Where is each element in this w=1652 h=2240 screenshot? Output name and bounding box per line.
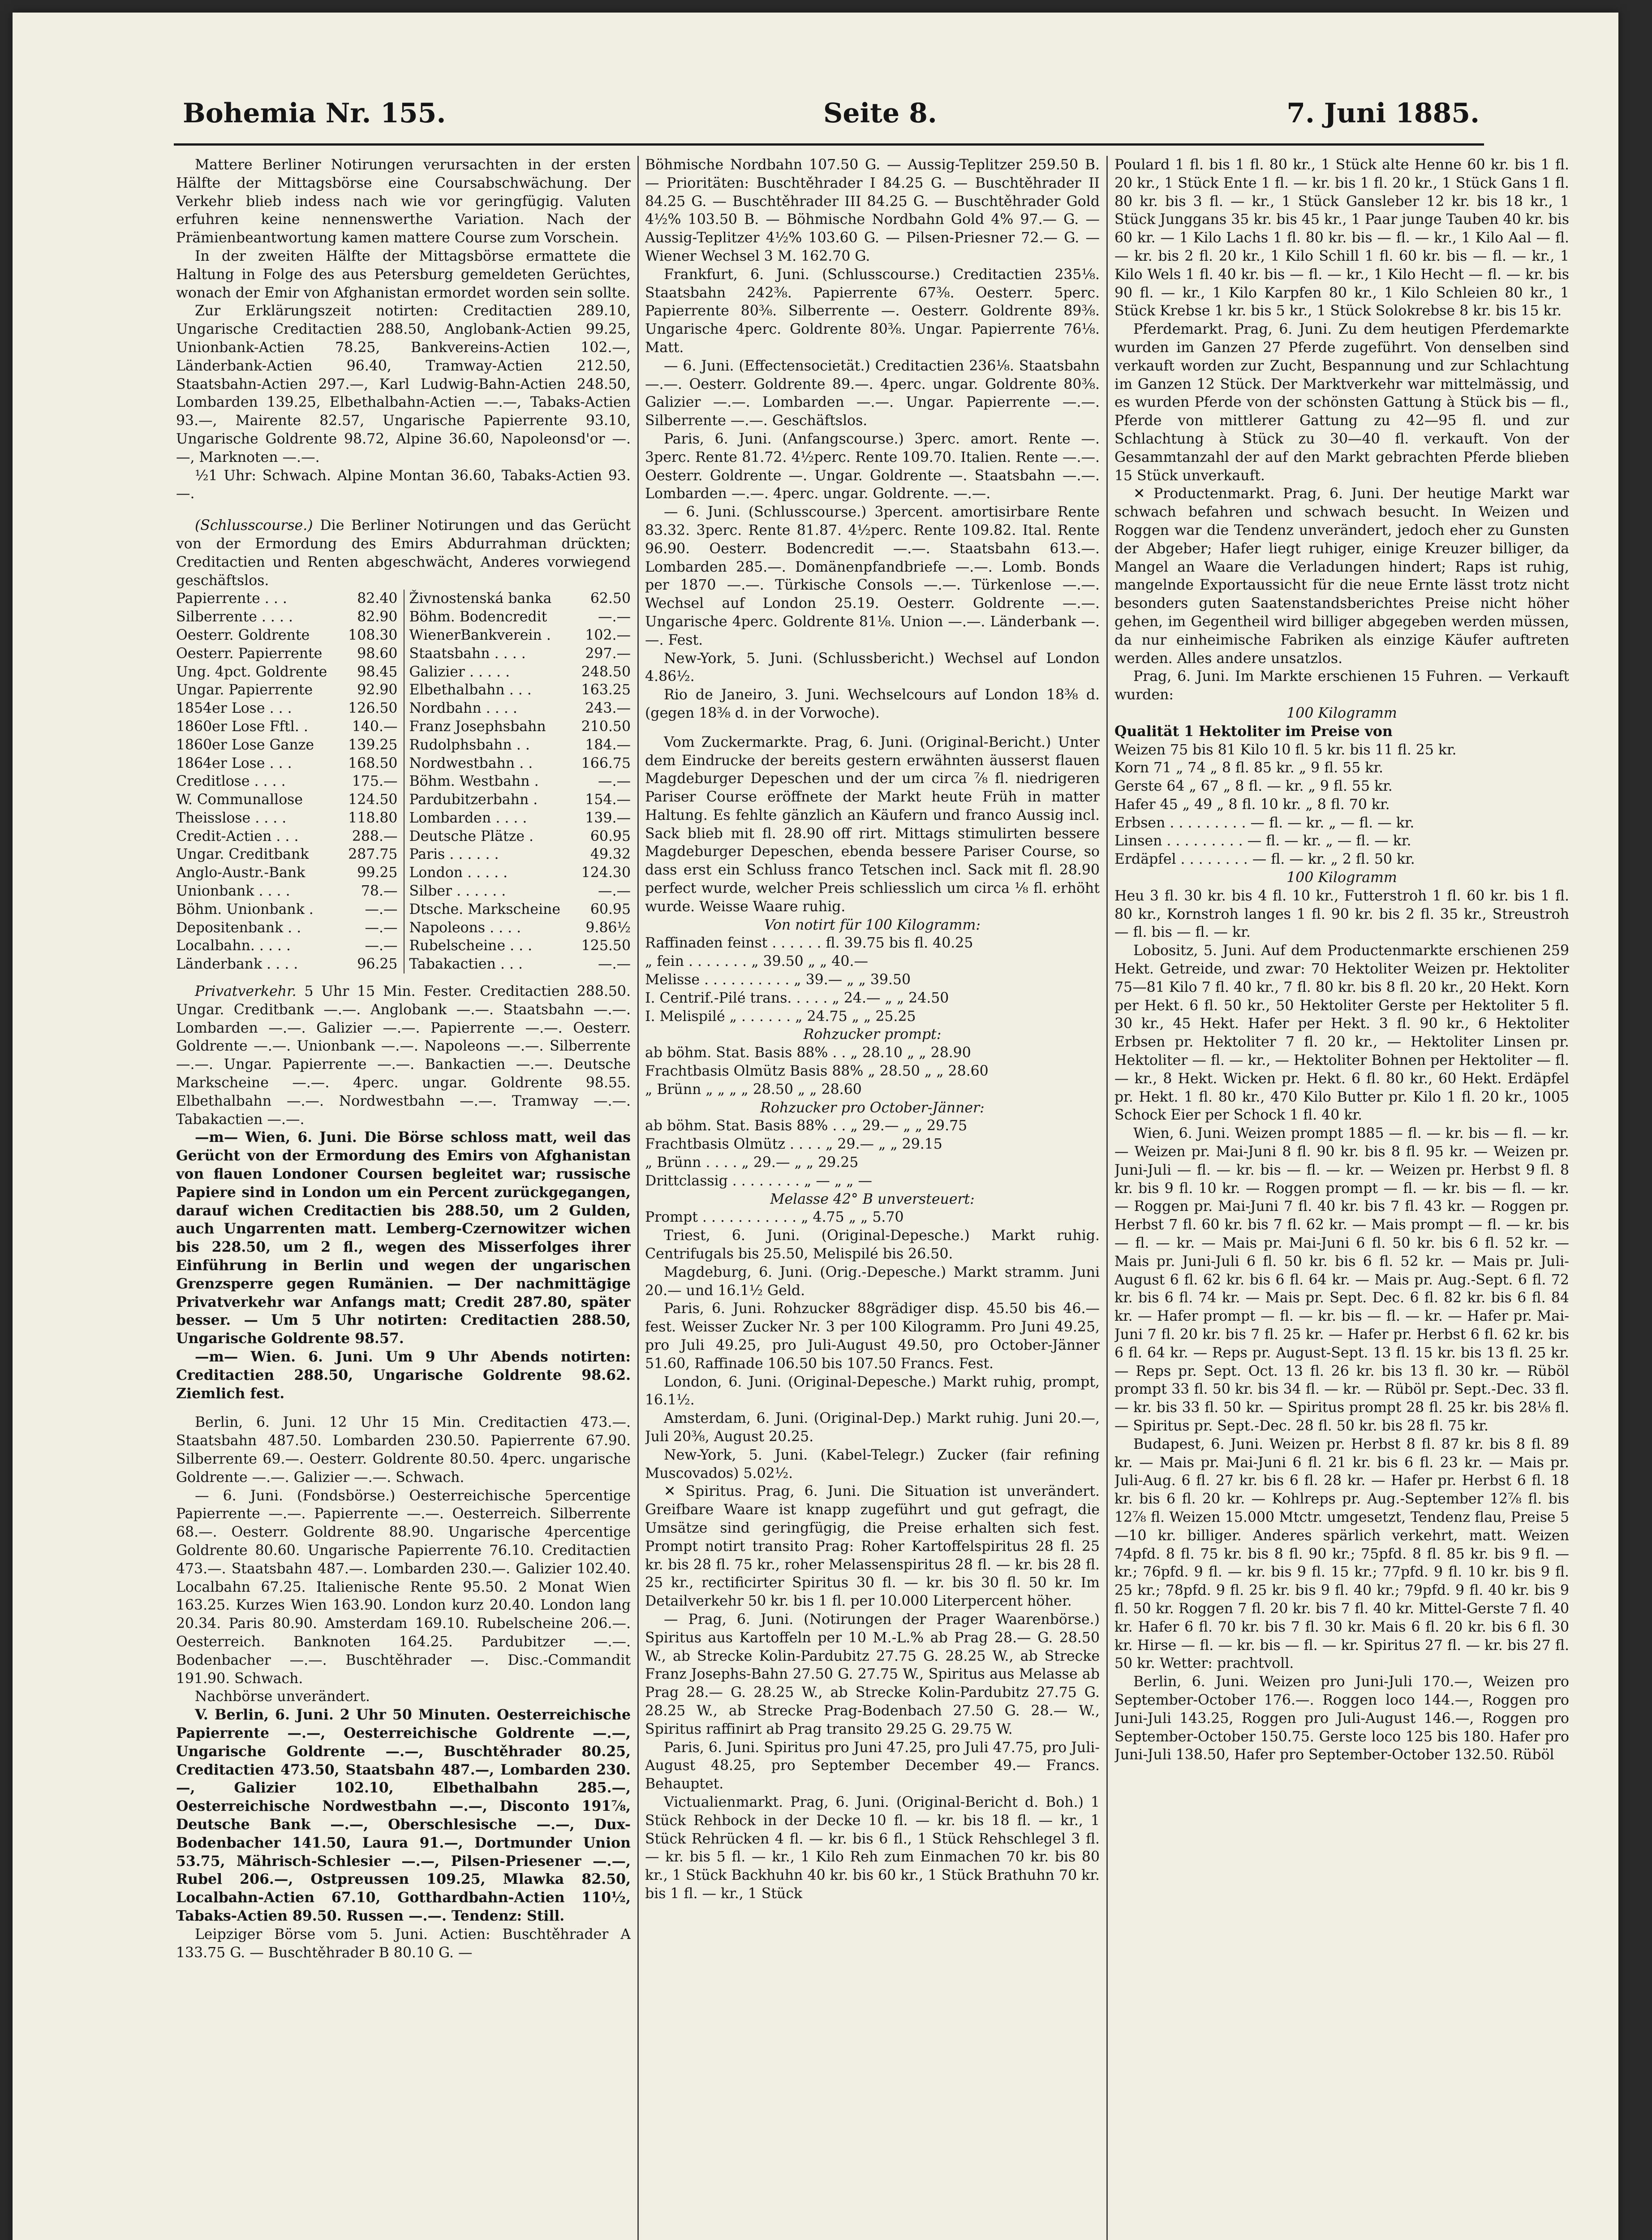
sugar-table-heading: Von notirt für 100 Kilogramm:: [764, 917, 981, 933]
rate-name: Nordbahn . . . .: [409, 700, 517, 717]
rate-row: [176, 645, 631, 663]
rate-name: Credit-Actien . . .: [176, 828, 299, 844]
rate-value: 98.45: [343, 663, 404, 681]
rate-name: Pardubitzerbahn .: [409, 792, 538, 808]
article-paragraph: New-York, 5. Juni. (Kabel-Telegr.) Zucker (fair refining Muscovados) 5.02½.: [645, 1447, 1100, 1482]
rate-row: [176, 809, 631, 827]
price-line: Frachtbasis Olmütz Basis 88% „ 28.50 „ „ 28.60: [645, 1063, 989, 1080]
price-line: ab böhm. Stat. Basis 88% . . „ 28.10 „ „ 28.90: [645, 1045, 971, 1061]
rate-row: [176, 699, 631, 718]
price-line: „ Brünn „ „ „ „ 28.50 „ „ 28.60: [645, 1081, 862, 1098]
article-paragraph: Lobositz, 5. Juni. Auf dem Productenmarkte erschienen 259 Hekt. Getreide, und zwar: 70 Hektoliter Weizen pr. Hektoliter 75—81 Kilo 7 fl. 40 kr., 7 fl. 80 kr. bis 8 fl. 20 kr., 20 Hekt. Korn per Hekt. 6 fl. 50 kr., 50 Hektoliter Gerste per Hektoliter 5 fl. 30 kr., 45 Hekt. Hafer per Hekt. 3 fl. 90 kr., 6 Hektoliter Erbsen pr. Hektoliter 7 fl. 20 kr., — Hektoliter Linsen pr. Hektoliter — fl. — kr., — Hektoliter Bohnen per Hektoliter — fl. — kr., 8 Hekt. Wicken pr. Hekt. 6 fl. 80 kr., 60 Hekt. Erdäpfel pr. Hekt. 1 fl. 80 kr., 470 Kilo Butter pr. Kilo 1 fl. 20 kr., 1005 Schock Eier per Schock 1 fl. 40 kr.: [1114, 943, 1569, 1124]
header-rule: [174, 143, 1484, 146]
rate-name: Dtsche. Markscheine: [409, 901, 561, 918]
price-line: „ Brünn . . . . „ 29.— „ „ 29.25: [645, 1154, 859, 1171]
rate-row: [176, 845, 631, 864]
price-line: ab böhm. Stat. Basis 88% . . „ 29.— „ „ 29.75: [645, 1118, 968, 1134]
rate-value: 248.50: [581, 663, 631, 680]
column-divider: [637, 156, 639, 2240]
price-line: Gerste 64 „ 67 „ 8 fl. — kr. „ 9 fl. 55 kr.: [1114, 778, 1393, 795]
rate-value: 124.30: [581, 865, 631, 881]
price-line: Raffinaden feinst . . . . . . fl. 39.75 bis fl. 40.25: [645, 935, 973, 952]
rate-value: 99.25: [343, 864, 404, 882]
rate-name: Böhm. Unionbank .: [176, 901, 314, 918]
price-line: Hafer 45 „ 49 „ 8 fl. 10 kr. „ 8 fl. 70 kr.: [1114, 796, 1390, 813]
rate-name: Papierrente . . .: [176, 590, 287, 607]
article-paragraph: Budapest, 6. Juni. Weizen pr. Herbst 8 fl. 87 kr. bis 8 fl. 89 kr. — Mais pr. Mai-Juni 6 fl. 21 kr. bis 6 fl. 23 kr. — Mais pr. Juli-Aug. 6 fl. 27 kr. bis 6 fl. 28 kr. — Hafer pr. Herbst 6 fl. 18 kr. bis 6 fl. 20 kr. — Kohlreps pr. Aug.-September 12⅞ fl. bis 12⅞ fl. Weizen 15.000 Mtctr. umgesetzt, Tendenz flau, Preise 5—10 kr. billiger. Anderes spärlich verkehrt, matt. Weizen 74pfd. 8 fl. 75 kr. bis 8 fl. 90 kr.; 75pfd. 8 fl. 85 kr. bis 9 fl. — kr.; 76pfd. 9 fl. — kr. bis 9 fl. 15 kr.; 77pfd. 9 fl. 10 kr. bis 9 fl. 25 kr.; 78pfd. 9 fl. 25 kr. bis 9 fl. 40 kr.; 79pfd. 9 fl. 40 kr. bis 9 fl. 50 kr. Roggen 7 fl. 20 kr. bis 7 fl. 40 kr. Mittel-Gerste 7 fl. 40 kr. Hafer 6 fl. 70 kr. bis 7 fl. 30 kr. Mais 6 fl. 20 kr. bis 6 fl. 30 kr. Hirse — fl. — kr. bis — fl. — kr. Spiritus 27 fl. — kr. bis 27 fl. 50 kr. Wetter: prachtvoll.: [1114, 1436, 1569, 1672]
article-paragraph: — 6. Juni. (Fondsbörse.) Oesterreichische 5percentige Papierrente —.—. Papierrente —.—. Oesterreich. Silberrente 68.—. Oesterr. Goldrente 88.90. Ungarische 4percentige Goldrente 80.60. Ungarische Papierrente 76.10. Creditactien 473.—. Staatsbahn 487.—. Lombarden 230.—. Galizier 102.40. Localbahn 67.25. Italienische Rente 95.50. 2 Monat Wien 163.25. Kurzes Wien 163.90. London kurz 20.40. London lang 20.34. Paris 80.90. Amsterdam 169.10. Rubelscheine 206.—. Oesterreich. Banknoten 164.25. Pardubitzer —.—. Bodenbacher —.—. Buschtěhrader —. Disc.-Commandit 191.90. Schwach.: [176, 1487, 631, 1687]
price-line: I. Centrif.-Pilé trans. . . . . „ 24.— „ „ 24.50: [645, 990, 949, 1006]
rate-value: —.—: [343, 919, 404, 937]
paragraph-text: 5 Uhr 15 Min. Fester. Creditactien 288.50. Ungar. Creditbank —.—. Anglobank —.—. Staatsbahn —.—. Lombarden —.—. Galizier —.—. Papierrente —.—. Oesterr. Goldrente —.—. Unionbank —.—. Napoleons —.—. Silberrente —.—. Ungar. Papierrente —.—. Bankactien —.—. Deutsche Markscheine —.—. 4perc. ungar. Goldrente 98.55. Elbethalbahn —.—. Nordwestbahn —.—. Tramway —.—. Tabakactien —.—.: [176, 983, 631, 1128]
rate-row: [176, 955, 631, 974]
price-line: Frachtbasis Olmütz . . . . „ 29.— „ „ 29.15: [645, 1136, 942, 1153]
rate-value: 140.—: [343, 718, 404, 736]
rate-value: 9.86½: [585, 919, 631, 936]
rate-value: 78.—: [343, 882, 404, 900]
rate-name: 1860er Lose Ganze: [176, 737, 314, 753]
article-paragraph: Nachbörse unverändert.: [195, 1689, 370, 1705]
rate-value: 82.40: [343, 590, 404, 608]
price-line: Linsen . . . . . . . . . — fl. — kr. „ — fl. — kr.: [1114, 833, 1411, 849]
rate-name: Rubelscheine . . .: [409, 938, 533, 954]
rate-value: 49.32: [590, 846, 631, 863]
rate-value: 154.—: [585, 792, 631, 808]
price-line: Erdäpfel . . . . . . . . — fl. — kr. „ 2 fl. 50 kr.: [1114, 851, 1415, 868]
rate-name: Nordwestbahn . .: [409, 755, 533, 771]
section-label: Privatverkehr.: [195, 983, 297, 1000]
rate-value: 126.50: [343, 699, 404, 718]
issue-label: Bohemia Nr. 155.: [183, 98, 446, 129]
rate-value: 287.75: [343, 845, 404, 864]
rate-name: W. Communallose: [176, 792, 303, 808]
rate-value: 92.90: [343, 681, 404, 699]
article-paragraph: Triest, 6. Juni. (Original-Depesche.) Markt ruhig. Centrifugals bis 25.50, Melispilé bis 26.50.: [645, 1228, 1100, 1262]
rate-name: Paris . . . . . .: [409, 846, 499, 863]
rate-row: [176, 827, 631, 846]
rate-row: [176, 608, 631, 626]
rate-row: [176, 663, 631, 681]
price-line: Erbsen . . . . . . . . . — fl. — kr. „ — fl. — kr.: [1114, 814, 1415, 831]
rate-name: Creditlose . . . .: [176, 773, 286, 790]
price-line: Melisse . . . . . . . . . . „ 39.— „ „ 39.50: [645, 972, 911, 988]
article-paragraph: — Prag, 6. Juni. (Notirungen der Prager Waarenbörse.) Spiritus aus Kartoffeln per 10 M.-L.% ab Prag 28.— G. 28.50 W., ab Strecke Kolin-Pardubitz 27.75 G. 28.25 W., ab Strecke Franz Josephs-Bahn 27.50 G. 27.75 W., Spiritus aus Melasse ab Prag 28.— G. 28.25 W., ab Strecke Kolin-Pardubitz 27.75 G. 28.25 W., ab Strecke Prag-Bodenbach 27.50 G. 28.— W., Spiritus raffinirt ab Prag transito 29.25 G. 29.75 W.: [645, 1611, 1100, 1737]
rate-name: Oesterr. Goldrente: [176, 627, 310, 643]
article-paragraph: —m— Wien. 6. Juni. Um 9 Uhr Abends notirten: Creditactien 288.50, Ungarische Goldrente 98.62. Ziemlich fest.: [176, 1348, 631, 1402]
rate-value: 139.—: [585, 810, 631, 826]
rate-value: 98.60: [343, 645, 404, 663]
sugar-table-heading: Rohzucker prompt:: [803, 1026, 942, 1043]
rate-row: [176, 626, 631, 645]
rate-row: [176, 718, 631, 736]
article-paragraph: V. Berlin, 6. Juni. 2 Uhr 50 Minuten. Oesterreichische Papierrente —.—, Oesterreichische Goldrente —.—, Ungarische Goldrente —.—, Buschtěhrader 80.25, Creditactien 473.50, Staatsbahn 487.—, Lombarden 230.—, Galizier 102.10, Elbethalbahn 285.—, Oesterreichische Nordwestbahn —.—, Disconto 191⅞, Deutsche Bank —.—, Oberschlesische —.—, Dux-Bodenbacher 141.50, Laura 91.—, Dortmunder Union 53.75, Mährisch-Schlesier —.—, Pilsen-Priesener —.—, Rubel 206.—, Ostpreussen 109.25, Mlawka 82.50, Localbahn-Actien 67.10, Gotthardbahn-Actien 110½, Tabaks-Actien 89.50. Russen —.—. Tendenz: Still.: [176, 1706, 631, 1924]
article-paragraph: Vom Zuckermarkte. Prag, 6. Juni. (Original-Bericht.) Unter dem Eindrucke der bereits gestern erwähnten äusserst flauen Magdeburger Depeschen und der um circa ⅞ fl. niedrigeren Pariser Course eröffnete der Markt heute Früh in matter Haltung. Es fehlte gänzlich an Käufern und franco Aussig incl. Sack blieb mit fl. 28.90 off rirt. Mittags stimulirten bessere Magdeburger Depeschen, ebenda bessere Pariser Course, so dass erst ein Schluss franco Tetschen incl. Sack mit fl. 28.90 perfect wurde, welcher Preis schliesslich um circa ⅛ fl. erhöht wurde. Weisse Waare ruhig.: [645, 734, 1100, 915]
article-paragraph: [176, 517, 631, 590]
rate-value: 297.—: [585, 645, 631, 662]
grain-table-heading: 100 Kilogramm: [1286, 870, 1397, 886]
article-paragraph: — 6. Juni. (Effectensocietät.) Creditactien 236⅛. Staatsbahn —.—. Oesterr. Goldrente 89.—. 4perc. ungar. Goldrente 80⅜. Galizier —.—. Lombarden —.—. Ungar. Papierrente —.—. Silberrente —.—. Geschäftslos.: [645, 358, 1100, 429]
article-paragraph: Paris, 6. Juni. Spiritus pro Juni 47.25, pro Juli 47.75, pro Juli-August 48.25, pro September December 49.— Francs. Behauptet.: [645, 1739, 1100, 1792]
article-paragraph: —m— Wien, 6. Juni. Die Börse schloss matt, weil das Gerücht von der Ermordung des Emirs von Afghanistan von flauen Londoner Coursen begleitet war; russische Papiere sind in London um ein Percent zurückgegangen, darauf wichen Creditactien bis 288.50, um 2 Gulden, auch Ungarrenten matt. Lemberg-Czernowitzer wichen bis 228.50, um 2 fl., wegen des Misserfolges ihrer Einführung in Berlin und wegen der ungarischen Grenzsperre gegen Rumänien. — Der nachmittägige Privatverkehr war Anfangs matt; Credit 287.80, später besser. — Um 5 Uhr notirten: Creditactien 288.50, Ungarische Goldrente 98.57.: [176, 1129, 631, 1347]
sugar-price-list: [645, 1044, 1100, 1098]
rate-value: —.—: [598, 956, 631, 973]
rate-name: Elbethalbahn . . .: [409, 682, 532, 698]
rate-value: 124.50: [343, 791, 404, 809]
rate-name: Rudolphsbahn . .: [409, 737, 530, 753]
rate-name: Tabakactien . . .: [409, 956, 523, 973]
page-number: Seite 8.: [823, 98, 937, 129]
rate-value: 125.50: [581, 938, 631, 954]
grain-table-heading: 100 Kilogramm: [1286, 705, 1397, 721]
rate-name: Theisslose . . . .: [176, 810, 287, 826]
sugar-price-list: [645, 1208, 1100, 1227]
rate-value: 118.80: [343, 809, 404, 827]
page-header: [174, 98, 1484, 138]
article-paragraph: Amsterdam, 6. Juni. (Original-Dep.) Markt ruhig. Juni 20.—, Juli 20⅜, August 20.25.: [645, 1410, 1100, 1445]
paragraph-text: Die Berliner Notirungen und das Gerücht von der Ermordung des Emirs Abdurrahman drückten; Creditactien und Renten abgeschwächt, Anderes vorwiegend geschäftslos.: [176, 517, 631, 589]
price-line: Drittclassig . . . . . . . . „ — „ „ —: [645, 1172, 872, 1189]
rate-name: Böhm. Westbahn .: [409, 773, 539, 790]
column-2: [645, 156, 1100, 2240]
article-paragraph: Berlin, 6. Juni. 12 Uhr 15 Min. Creditactien 473.—. Staatsbahn 487.50. Lombarden 230.50. Papierrente 67.90. Silberrente 69.—. Oesterr. Goldrente 80.50. 4perc. ungarische Goldrente —.—. Galizier —.—. Schwach.: [176, 1414, 631, 1486]
rate-name: London . . . . .: [409, 865, 508, 881]
article-paragraph: Prag, 6. Juni. Im Markte erschienen 15 Fuhren. — Verkauft wurden:: [1114, 668, 1569, 703]
rate-name: Silberrente . . . .: [176, 609, 293, 625]
rate-value: 288.—: [343, 827, 404, 846]
rate-value: 139.25: [343, 736, 404, 754]
rate-name: Anglo-Austr.-Bank: [176, 865, 305, 881]
column-3: [1114, 156, 1569, 2240]
rate-name: Länderbank . . . .: [176, 956, 298, 973]
rate-name: Franz Josephsbahn: [409, 718, 546, 735]
grain-table-subheading: Qualität 1 Hektoliter im Preise von: [1114, 723, 1393, 740]
article-paragraph: In der zweiten Hälfte der Mittagsbörse ermattete die Haltung in Folge des aus Petersburg gemeldeten Gerüchtes, wonach der Emir von Afghanistan ermordet worden sein sollte.: [176, 248, 631, 301]
rate-name: 1864er Lose . . .: [176, 755, 292, 771]
article-paragraph: Magdeburg, 6. Juni. (Orig.-Depesche.) Markt stramm. Juni 20.— und 16.1½ Geld.: [645, 1264, 1100, 1299]
rate-name: WienerBankverein .: [409, 627, 551, 643]
rate-value: 60.95: [590, 901, 631, 918]
rate-value: 166.75: [581, 755, 631, 771]
article-paragraph: ✕ Productenmarkt. Prag, 6. Juni. Der heutige Markt war schwach befahren und schwach besucht. In Weizen und Roggen war die Tendenz unverändert, jedoch eher zu Gunsten der Abgeber; Hafer liegt ruhiger, einige Kreuzer billiger, da Mangel an Waare die Verladungen hindert; Raps ist ruhig, mangelnde Exportaussicht für die neue Ernte lässt trotz nicht besonders guten Saatenstandsberichtes Preise nicht höher gehen, im Gegentheil wird billiger abgegeben werden müssen, da nur einheimische Fabriken als einzige Käufer auftreten werden. Alles andere unsatzlos.: [1114, 486, 1569, 667]
sugar-table-heading: Melasse 42° B unversteuert:: [770, 1191, 975, 1207]
rate-name: Ung. 4pct. Goldrente: [176, 663, 327, 680]
article-paragraph: Leipziger Börse vom 5. Juni. Actien: Buschtěhrader A 133.75 G. — Buschtěhrader B 80.10 G. —: [176, 1926, 631, 1961]
grain-price-list: [1114, 741, 1569, 869]
rate-name: Unionbank . . . .: [176, 883, 290, 900]
rate-value: —.—: [598, 883, 631, 900]
rate-name: Staatsbahn . . . .: [409, 645, 526, 662]
rate-value: 163.25: [581, 682, 631, 698]
newspaper-page: [13, 13, 1618, 2240]
exchange-rates-table: [176, 590, 631, 974]
rate-name: 1854er Lose . . .: [176, 700, 292, 717]
rate-name: Böhm. Bodencredit: [409, 609, 547, 625]
rate-value: 108.30: [343, 626, 404, 645]
article-paragraph: Frankfurt, 6. Juni. (Schlusscourse.) Creditactien 235⅛. Staatsbahn 242⅜. Papierrente 67⅜. Oesterr. 5perc. Papierrente 80⅜. Silberrente —. Oesterr. Goldrente 89⅜. Ungarische 4perc. Goldrente 80⅜. Ungar. Papierrente 76⅛. Matt.: [645, 266, 1100, 356]
article-paragraph: Pferdemarkt. Prag, 6. Juni. Zu dem heutigen Pferdemarkte wurden im Ganzen 27 Pferde zugeführt. Von denselben sind verkauft worden zur Zucht, Bespannung und zur Schlachtung im Ganzen 12 Stück. Der Marktverkehr war mittelmässig, und es wurden Pferde von der schönsten Gattung à Stück bis — fl., Pferde von mittlerer Gattung zu 42—95 fl. und zur Schlachtung à Stück zu 30—40 fl. verkauft. Von der Gesammtanzahl der auf den Markt gebrachten Pferde blieben 15 Stück unverkauft.: [1114, 321, 1569, 484]
rate-row: [176, 590, 631, 608]
rate-name: Galizier . . . . .: [409, 663, 510, 680]
rate-name: Živnostenská banka: [409, 590, 552, 607]
rate-name: 1860er Lose Fftl. .: [176, 718, 308, 735]
price-line: Korn 71 „ 74 „ 8 fl. 85 kr. „ 9 fl. 55 kr.: [1114, 760, 1383, 776]
article-paragraph: Berlin, 6. Juni. Weizen pro Juni-Juli 170.—, Weizen pro September-October 176.—. Roggen loco 144.—, Roggen pro Juni-Juli 143.25, Roggen pro Juli-August 146.—, Roggen pro September-October 150.75. Gerste loco 125 bis 180. Hafer pro Juni-Juli 138.50, Hafer pro September-October 132.50. Rüböl: [1114, 1674, 1569, 1763]
rate-row: [176, 754, 631, 773]
article-paragraph: Mattere Berliner Notirungen verursachten in der ersten Hälfte der Mittagsbörse eine Coursabschwächung. Der Verkehr blieb indess nach wie vor geringfügig. Valuten erfuhren keine nennenswerthe Variation. Nach der Prämienbeantwortung kamen mattere Course zum Vorschein.: [176, 157, 631, 246]
rate-value: 62.50: [590, 590, 631, 607]
article-paragraph: Victualienmarkt. Prag, 6. Juni. (Original-Bericht d. Boh.) 1 Stück Rehbock in der Decke 10 fl. — kr. bis 18 fl. — kr., 1 Stück Rehrücken 4 fl. — kr. bis 6 fl., 1 Stück Rehschlegel 3 fl. — kr. bis 5 fl. — kr., 1 Kilo Reh zum Einmachen 70 kr. bis 80 kr., 1 Stück Backhuhn 40 kr. bis 60 kr., 1 Stück Brathuhn 70 kr. bis 1 fl. — kr., 1 Stück: [645, 1794, 1100, 1902]
rate-value: 96.25: [343, 955, 404, 974]
rate-value: 210.50: [581, 718, 631, 735]
article-paragraph: Poulard 1 fl. bis 1 fl. 80 kr., 1 Stück alte Henne 60 kr. bis 1 fl. 20 kr., 1 Stück Ente 1 fl. — kr. bis 1 fl. 20 kr., 1 Stück Gans 1 fl. 80 kr. bis 3 fl. — kr., 1 Stück Gansleber 12 kr. bis 18 kr., 1 Stück Junggans 35 kr. bis 45 kr., 1 Paar junge Tauben 40 kr. bis 60 kr. — 1 Kilo Lachs 1 fl. 80 kr. bis — fl. — kr., 1 Kilo Aal — fl. — kr. bis 2 fl. 20 kr., 1 Kilo Schill 1 fl. 60 kr. bis — fl. — kr., 1 Kilo Wels 1 fl. 40 kr. bis — fl. — kr., 1 Kilo Hecht — fl. — kr. bis 90 fl. — kr., 1 Kilo Karpfen 80 kr., 1 Kilo Schleien 80 kr., 1 Stück Krebse 1 kr. bis 5 kr., 1 Stück Solokrebse 8 kr. bis 15 kr.: [1114, 157, 1569, 319]
price-line: Weizen 75 bis 81 Kilo 10 fl. 5 kr. bis 11 fl. 25 kr.: [1114, 741, 1457, 758]
rate-row: [176, 882, 631, 900]
article-paragraph: Rio de Janeiro, 3. Juni. Wechselcours auf London 18⅜ d. (gegen 18⅜ d. in der Vorwoche).: [645, 687, 1100, 721]
sugar-table-heading: Rohzucker pro October-Jänner:: [760, 1099, 985, 1116]
rate-name: Ungar. Papierrente: [176, 682, 313, 698]
rate-value: 82.90: [343, 608, 404, 626]
issue-date: 7. Juni 1885.: [1286, 98, 1480, 129]
rate-row: [176, 681, 631, 699]
rate-value: 60.95: [590, 828, 631, 844]
price-line: I. Melispilé „ . . . . . . „ 24.75 „ „ 25.25: [645, 1008, 916, 1025]
column-1: [176, 156, 631, 2240]
article-paragraph: Paris, 6. Juni. (Anfangscourse.) 3perc. amort. Rente —. 3perc. Rente 81.72. 4½perc. Rente 109.70. Italien. Rente —.—. Oesterr. Goldrente —. Ungar. Goldrente —. Staatsbahn —.—. Lombarden —.—. 4perc. ungar. Goldrente. —.—.: [645, 431, 1100, 502]
price-line: Prompt . . . . . . . . . . . „ 4.75 „ „ 5.70: [645, 1209, 904, 1226]
article-paragraph: Zur Erklärungszeit notirten: Creditactien 289.10, Ungarische Creditactien 288.50, Anglobank-Actien 99.25, Unionbank-Actien 78.25, Bankvereins-Actien 102.—, Länderbank-Actien 96.40, Tramway-Actien 212.50, Staatsbahn-Actien 297.—, Karl Ludwig-Bahn-Actien 248.50, Lombarden 139.25, Elbethalbahn-Actien —.—, Tabaks-Actien 93.—, Mairente 82.57, Ungarische Papierrente 93.10, Ungarische Goldrente 98.72, Alpine 36.60, Napoleonsd'or —.—, Marknoten —.—.: [176, 303, 631, 465]
article-paragraph: Heu 3 fl. 30 kr. bis 4 fl. 10 kr., Futterstroh 1 fl. 60 kr. bis 1 fl. 80 kr., Kornstroh langes 1 fl. 90 kr. bis 2 fl. 35 kr., Streustroh — fl. bis — fl. — kr.: [1114, 887, 1569, 941]
rate-row: [176, 919, 631, 937]
rate-row: [176, 900, 631, 919]
sugar-price-list: [645, 1117, 1100, 1190]
rate-row: [176, 864, 631, 882]
rate-row: [176, 791, 631, 809]
rate-value: 243.—: [585, 700, 631, 717]
article-paragraph: New-York, 5. Juni. (Schlussbericht.) Wechsel auf London 4.86½.: [645, 650, 1100, 685]
rate-value: 102.—: [585, 627, 631, 643]
rate-name: Oesterr. Papierrente: [176, 645, 323, 662]
rate-value: —.—: [343, 937, 404, 955]
rate-row: [176, 772, 631, 791]
column-divider: [1106, 156, 1108, 2240]
price-line: „ fein . . . . . . . „ 39.50 „ „ 40.—: [645, 953, 868, 970]
rate-value: —.—: [598, 773, 631, 790]
article-paragraph: Paris, 6. Juni. Rohzucker 88grädiger disp. 45.50 bis 46.— fest. Weisser Zucker Nr. 3 per 100 Kilogramm. Pro Juni 49.25, pro Juli 49.25, pro Juli-August 49.50, pro October-Jänner 51.60, Raffinade 106.50 bis 107.50 Francs. Fest.: [645, 1301, 1100, 1372]
rate-row: [176, 937, 631, 955]
article-paragraph: Böhmische Nordbahn 107.50 G. — Aussig-Teplitzer 259.50 B. — Prioritäten: Buschtěhrader I 84.25 G. — Buschtěhrader II 84.25 G. — Buschtěhrader III 84.25 G. — Buschtěhrader Gold 4½% 103.50 B. — Böhmische Nordbahn Gold 4% 97.— G. — Aussig-Teplitzer 4½% 103.60 G. — Pilsen-Priesner 72.— G. — Wiener Wechsel 3 M. 162.70 G.: [645, 157, 1100, 264]
rate-name: Lombarden . . . .: [409, 810, 527, 826]
article-paragraph: [176, 982, 631, 1129]
article-paragraph: ½1 Uhr: Schwach. Alpine Montan 36.60, Tabaks-Actien 93.—.: [176, 467, 631, 502]
rate-value: —.—: [343, 900, 404, 919]
article-paragraph: London, 6. Juni. (Original-Depesche.) Markt ruhig, prompt, 16.1½.: [645, 1374, 1100, 1409]
article-paragraph: — 6. Juni. (Schlusscourse.) 3percent. amortisirbare Rente 83.32. 3perc. Rente 81.87. 4½perc. Rente 109.82. Ital. Rente 96.90. Oesterr. Bodencredit —.—. Staatsbahn 613.—. Lombarden 285.—. Domänenpfandbriefe —.—. Lomb. Bonds per 1870 —.—. Türkische Consols —.—. Türkenlose —.—. Wechsel auf London 25.19. Oesterr. Goldrente —.—. Ungarische 4perc. Goldrente 81⅛. Union —.—. Länderbank —.—. Fest.: [645, 504, 1100, 648]
rate-row: [176, 736, 631, 754]
rate-name: Depositenbank . .: [176, 919, 301, 936]
section-label: (Schlusscourse.): [195, 517, 313, 534]
rate-value: 175.—: [343, 772, 404, 791]
rate-name: Deutsche Plätze .: [409, 828, 534, 844]
rate-name: Silber . . . . . .: [409, 883, 506, 900]
rate-name: Localbahn. . . . .: [176, 938, 291, 954]
rate-value: 184.—: [585, 737, 631, 753]
article-paragraph: Wien, 6. Juni. Weizen prompt 1885 — fl. — kr. bis — fl. — kr. — Weizen pr. Mai-Juni 8 fl. 90 kr. bis 8 fl. 95 kr. — Weizen pr. Juni-Juli — fl. — kr. bis — fl. — kr. — Weizen pr. Herbst 9 fl. 8 kr. bis 9 fl. 10 kr. — Roggen prompt — fl. — kr. bis — fl. — kr. — Roggen pr. Mai-Juni 7 fl. 40 kr. bis 7 fl. 43 kr. — Roggen pr. Herbst 7 fl. 60 kr. bis 7 fl. 62 kr. — Mais prompt — fl. — kr. bis — fl. — kr. — Mais pr. Mai-Juni 6 fl. 50 kr. bis 6 fl. 52 kr. — Mais pr. Juni-Juli 6 fl. 50 kr. bis 6 fl. 52 kr. — Mais pr. Juli-August 6 fl. 62 kr. bis 6 fl. 64 kr. — Mais pr. Aug.-Sept. 6 fl. 72 kr. bis 6 fl. 74 kr. — Mais pr. Sept. Dec. 6 fl. 82 kr. bis 6 fl. 84 kr. — Hafer prompt — fl. — kr. bis — fl. — kr. — Hafer pr. Mai-Juni 7 fl. 20 kr. bis 7 fl. 25 kr. — Hafer pr. Herbst 6 fl. 62 kr. bis 6 fl. 64 kr. — Reps pr. August-Sept. 13 fl. 15 kr. bis 13 fl. 25 kr. — Reps pr. Sept. Oct. 13 fl. 26 kr. bis 13 fl. 30 kr. — Rüböl prompt 33 fl. 50 kr. bis 34 fl. — kr. — Rüböl pr. Sept.-Dec. 33 fl. — kr. bis 33 fl. 50 kr. — Spiritus prompt 28 fl. 25 kr. bis 28⅛ fl. — Spiritus pr. Sept.-Dec. 28 fl. 50 kr. bis 28 fl. 75 kr.: [1114, 1125, 1569, 1434]
rate-name: Ungar. Creditbank: [176, 846, 309, 863]
rate-name: Napoleons . . . .: [409, 919, 521, 936]
sugar-price-list: [645, 934, 1100, 1025]
rate-value: 168.50: [343, 754, 404, 773]
rate-value: —.—: [598, 609, 631, 625]
article-paragraph: ✕ Spiritus. Prag, 6. Juni. Die Situation ist unverändert. Greifbare Waare ist knapp zugeführt und gut gefragt, die Umsätze sind geringfügig, die Preise erhalten sich fest. Prompt notirt transito Prag: Roher Kartoffelspiritus 28 fl. 25 kr. bis 28 fl. 75 kr., roher Melassenspiritus 28 fl. — kr. bis 28 fl. 25 kr., rectificirter Spiritus 30 fl. — kr. bis 30 fl. 50 kr. Im Detailverkehr 50 kr. bis 1 fl. per 10.000 Literpercent höher.: [645, 1483, 1100, 1610]
